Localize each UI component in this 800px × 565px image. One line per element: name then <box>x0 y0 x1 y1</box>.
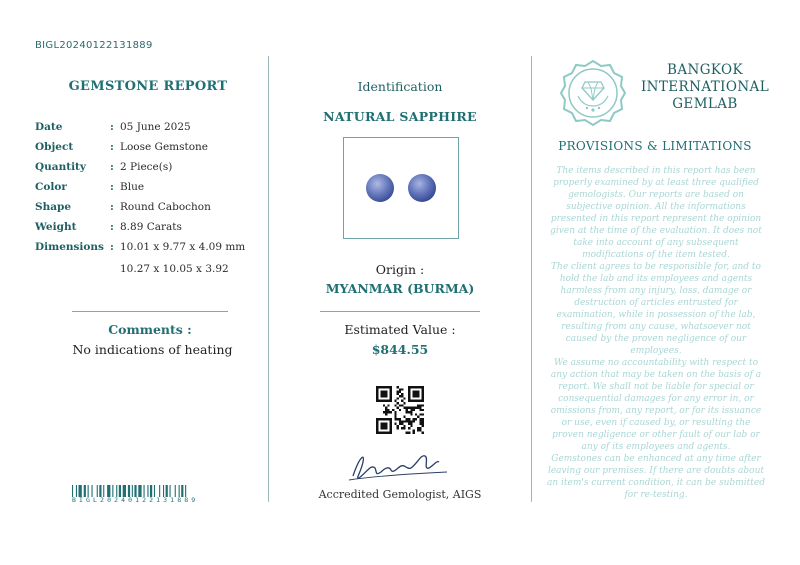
gemstone-image <box>408 174 436 202</box>
estimated-value: $844.55 <box>371 342 429 357</box>
detail-value: Loose Gemstone <box>120 141 209 153</box>
detail-value: 05 June 2025 <box>120 121 191 133</box>
identification-label: Identification <box>357 79 443 94</box>
detail-label: Weight <box>35 221 77 233</box>
provisions-paragraph: The items described in this report has been properly examined by at least three qualified gemologists. Our reports are based on subjective opinion. All the informations presented in this report represent the opinion given at the time of the evaluation. It does not take into account of any subsequent modifications of the item tested. <box>550 166 762 260</box>
accredited-gemologist: Accredited Gemologist, AIGS <box>318 488 482 501</box>
detail-label: Color <box>35 181 67 193</box>
detail-label: Shape <box>35 201 72 213</box>
provisions-paragraph: Gemstones can be enhanced at any time after leaving our premises. If there are doubts about an item's current condition, it can be submitted for re-testing. <box>547 454 765 500</box>
comments-label: Comments : <box>108 322 192 337</box>
detail-value: 8.89 Carats <box>120 221 182 233</box>
qr-code <box>376 386 424 434</box>
lab-logo <box>558 58 628 128</box>
comments-value: No indications of heating <box>72 342 233 357</box>
detail-value: 2 Piece(s) <box>120 161 173 173</box>
report-title: GEMSTONE REPORT <box>68 79 228 94</box>
detail-label: Date <box>35 121 63 133</box>
divider <box>72 311 228 312</box>
gemstone-photo <box>343 137 459 239</box>
column-divider-left <box>268 56 269 502</box>
signature <box>345 448 455 484</box>
detail-value: Round Cabochon <box>120 201 211 213</box>
barcode-text: BIGL20240122131889 <box>72 496 199 504</box>
lab-name-line: GEMLAB <box>672 96 738 112</box>
estimated-value-label: Estimated Value : <box>344 322 456 337</box>
origin-value: MYANMAR (BURMA) <box>325 281 475 296</box>
detail-value: Blue <box>120 181 145 193</box>
provisions-paragraph: The client agrees to be responsible for, and to hold the lab and its employees and agents harmless from any injury, loss, damage or destruction of articles entrusted for examination, while in possession of the lab, resulting from any cause, whatsoever not caused by the proven negligence of our employees. <box>551 262 761 356</box>
detail-value: 10.27 x 10.05 x 3.92 <box>120 263 229 275</box>
provisions-title: PROVISIONS & LIMITATIONS <box>558 139 752 153</box>
lab-name-line: BANGKOK <box>667 62 743 78</box>
detail-label: Quantity <box>35 161 87 173</box>
column-divider-right <box>531 56 532 502</box>
report-reference-number: BIGL20240122131889 <box>35 40 153 51</box>
gemstone-image <box>366 174 394 202</box>
detail-value: 10.01 x 9.77 x 4.09 mm <box>120 241 246 253</box>
origin-label: Origin : <box>375 262 425 277</box>
detail-label: Object <box>35 141 74 153</box>
lab-name <box>635 62 775 113</box>
detail-label: Dimensions <box>35 241 104 253</box>
identification-value: NATURAL SAPPHIRE <box>323 109 477 124</box>
provisions-paragraph: We assume no accountability with respect to any action that may be taken on the basis of a report. We shall not be liable for special or consequential damages for any error in, or omissions from, any report, or for its issuance or use, even if caused by, or resulting the proven negligence or other fault of our lab or any of its employees and agents. <box>550 358 762 452</box>
divider <box>320 311 480 312</box>
lab-name-line: INTERNATIONAL <box>640 79 770 95</box>
